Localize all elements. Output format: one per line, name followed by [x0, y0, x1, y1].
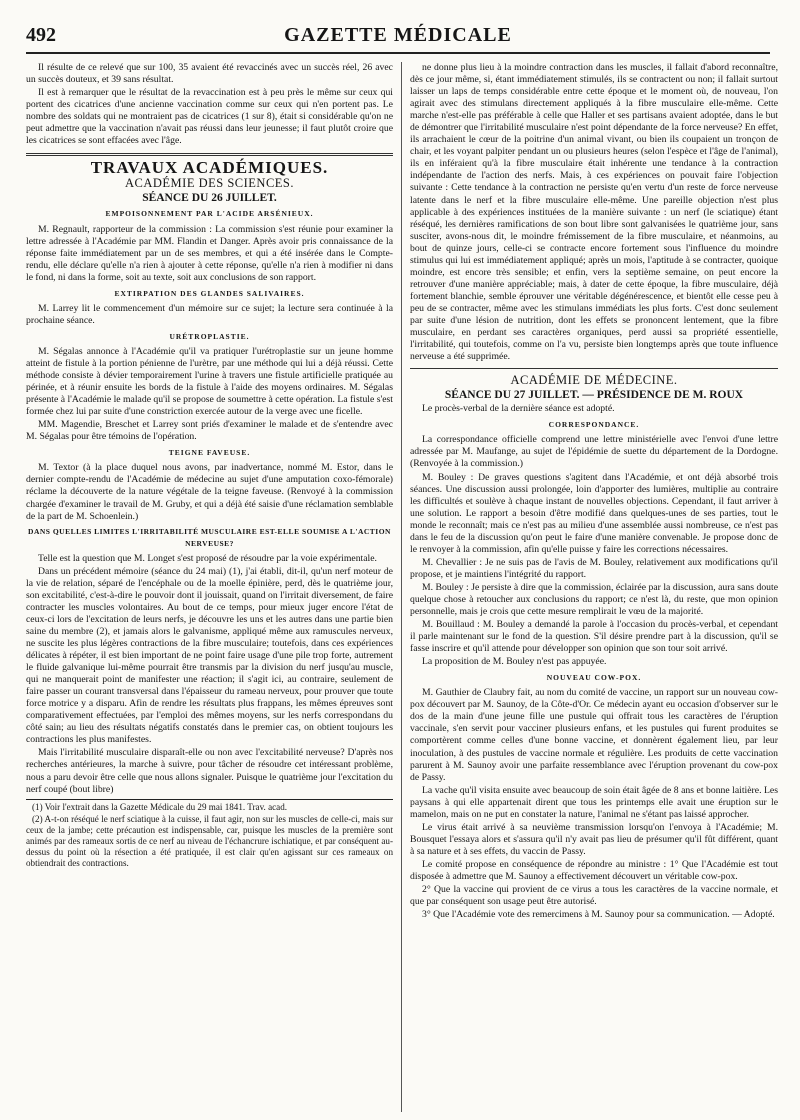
paragraph: M. Bouley : De graves questions s'agitent dans l'Académie, et ont déjà absorbé trois séances. Une discussion aussi prolongée, loin d'apporter des lumières, multiplie au contraire les difficultés et soulève à chaque instant de nouvelles objections. Cependant, il faut arriver à une solution. Le rapport a besoin d'être modifié dans quelques-unes de ses parties, tout le monde le reconnaît; mais ce n'est pas au milieu d'une assemblée aussi nombreuse, ce n'est pas dans le feu de la discussion qu'on peut le faire d'une manière convenable. Je propose donc de le renvoyer à la commission, afin qu'elle puisse y faire les corrections nécessaires. [410, 471, 778, 555]
item-title: EMPOISONNEMENT PAR L'ACIDE ARSÉNIEUX. [105, 209, 314, 219]
section-divider [410, 368, 778, 369]
item-title: TEIGNE FAVEUSE. [168, 448, 251, 458]
left-column [26, 62, 393, 870]
paragraph: Il résulte de ce relevé que sur 100, 35 avaient été revaccinés avec un succès réel, 26 avec un succès douteux, et 39 sans résultat. [26, 62, 393, 86]
paragraph: Le comité propose en conséquence de répondre au ministre : 1° Que l'Académie est tout disposée à admettre que M. Saunoy a effectivement découvert un véritable cow-pox. [410, 858, 778, 882]
paragraph: Le virus était arrivé à sa neuvième transmission lorsqu'on l'envoya à l'Académie; M. Bousquet l'essaya alors et s'assura qu'il n'y avait pas lieu de présumer qu'il fût différent, quant à sa nature et à ses effets, du vaccin de Passy. [410, 821, 778, 857]
paragraph: La correspondance officielle comprend une lettre ministérielle avec l'envoi d'une lettre adressée par M. Maufange, au sujet de l'épidémie de suette du département de la Dordogne. (Renvoyée à la commission.) [410, 434, 778, 470]
session-title: SÉANCE DU 26 JUILLET. [142, 192, 277, 205]
section-divider [26, 153, 393, 156]
item-title: NOUVEAU COW-POX. [546, 673, 642, 683]
page-number: 492 [26, 24, 56, 46]
paragraph: Le procès-verbal de la dernière séance est adopté. [422, 403, 615, 415]
paragraph: M. Ségalas annonce à l'Académie qu'il va pratiquer l'urétroplastie sur un jeune homme atteint de fistule à la portion pénienne de l'urètre, par une méthode qui lui a déjà réussi. Cette méthode consiste à dévier temporairement l'urine à travers une fistule artificielle pratiquée au périnée, et à réunir ensuite les bords de la fistule à l'aide des moyens ordinaires. M. Ségalas présente à l'Académie le malade qu'il se propose de soumettre à cette opération. La fistule s'est formée chez lui par suite d'une constriction exercée autour de la verge avec une ficelle. [26, 345, 393, 418]
paragraph: M. Bouley : Je persiste à dire que la commission, éclairée par la discussion, aura sans doute quelque chose à retoucher aux conclusions du rapport; ce n'est là, du reste, que mon opinion personnelle, mais je crois que cette mesure remplirait le vœu de la majorité. [410, 581, 778, 618]
item-title: DANS QUELLES LIMITES L'IRRITABILITÉ MUSCULAIRE EST-ELLE SOUMISE A L'ACTION NERVEUSE? [28, 526, 391, 548]
footnote: (2) A-t-on réséqué le nerf sciatique à la cuisse, il faut agir, non sur les muscles de celle-ci, mais sur ceux de la jambe; cette précaution est indispensable, car, puisque les muscles de la première sont animés par des rameaux sortis de ce nerf au niveau de l'échancrure ischiatique, et par conséquent au-dessus du point où la résection a été pratiquée, il est clair qu'en agissant sur ces rameaux on obtiendrait des contractions. [26, 813, 393, 868]
paragraph: 3° Que l'Académie vote des remercimens à M. Saunoy pour sa communication. — Adopté. [422, 909, 775, 921]
paragraph: Mais l'irritabilité musculaire disparaît-elle ou non avec l'excitabilité nerveuse? D'après nos recherches antérieures, la marche à suivre, pour tâcher de résoudre cet intéressant problème, nous a paru devoir être celle que nous allons signaler. Puisque le quatrième jour l'excitation du nerf coupé (bout libre) [26, 747, 393, 795]
paragraph: M. Textor (à la place duquel nous avons, par inadvertance, nommé M. Estor, dans le dernier compte-rendu de l'Académie de médecine au sujet d'une amputation coxo-fémorale) réclame la découverte de la nature végétale de la teigne faveuse. (Renvoyé à la commission chargée d'examiner le travail de M. Gruby, et qui a déjà été saisie d'une réclamation semblable de la part de M. Schoenlein.) [26, 462, 393, 522]
journal-title: GAZETTE MÉDICALE [284, 24, 512, 46]
right-column [410, 62, 778, 922]
paragraph: M. Chevallier : Je ne suis pas de l'avis de M. Bouley, relativement aux modifications qu'il propose, et je maintiens l'intégrité du rapport. [410, 556, 778, 580]
paragraph: M. Gauthier de Claubry fait, au nom du comité de vaccine, un rapport sur un nouveau cow-pox découvert par M. Saunoy, de la Côte-d'Or. Ce médecin ayant eu occasion d'observer sur le dos de la main d'une jeune fille une pustule qui offrait tous les caractères de l'éruption vaccinale, s'en servit pour vacciner plusieurs enfans, et les pustules qui furent produites se comportèrent comme celles d'une bonne vaccine, et donnèrent également lieu, par leur inoculation, à des pustules de vaccine normale et régulière. Les produits de cette vaccination parurent à M. Saunoy avoir une parfaite ressemblance avec l'éruption provenant du cow-pox de Passy. [410, 687, 778, 783]
academy-title: ACADÉMIE DE MÉDECINE. [510, 373, 678, 388]
paragraph: M. Bouillaud : M. Bouley a demandé la parole à l'occasion du procès-verbal, et cependant il parle maintenant sur le fond de la question. S'il désire prendre part à la discussion, qu'il se fasse inscrire et qu'il attende pour développer son opinion que son tour soit arrivé. [410, 619, 778, 655]
paragraph: MM. Magendie, Breschet et Larrey sont priés d'examiner le malade et de s'entendre avec M. Ségalas pour être témoins de l'opération. [26, 419, 393, 443]
item-title: EXTIRPATION DES GLANDES SALIVAIRES. [114, 288, 305, 298]
item-title: URÉTROPLASTIE. [169, 331, 250, 341]
page-header [26, 20, 770, 54]
paragraph: M. Regnault, rapporteur de la commission : La commission s'est réunie pour examiner la lettre adressée à l'Académie par MM. Flandin et Danger. Après avoir pris connaissance de la réponse faite immédiatement par un de ses membres, et qui a été insérée dans le Compte-rendu, elle déclare qu'elle n'a rien à ajouter à cette réponse, qu'elle n'a rien à modifier ni dans le fond, ni dans la forme, soit au texte, soit aux conclusions de son rapport. [26, 223, 393, 283]
paragraph: Dans un précédent mémoire (séance du 24 mai) (1), j'ai établi, dit-il, qu'un nerf moteur de la vie de relation, séparé de l'encéphale ou de la moelle épinière, perd, dès le quatrième jour, son excitabilité, c'est-à-dire le pouvoir dont il jouissait, quand on l'irritait diversement, de faire contracter les muscles volontaires. Au bout de ce temps, pour mieux juger encore l'état de ceux-ci lors de l'excitation de leurs nerfs, je découvre les uns et les autres dans une partie bien saine du membre (2), et jamais alors le galvanisme, appliqué même aux ramuscules nerveux, ne suscite les plus légères contractions de la fibre musculaire; toutefois, dans ces expériences délicates à répéter, il est bien important de ne point faire usage d'une pile trop forte, autrement le fluide galvanique lui-même pourrait être transmis par la division du nerf jusqu'au muscle, qui ne manquerait point de manifester une réaction; il s'agit ici, au contraire, seulement de faire passer un courant transversal dans l'épaisseur du rameau nerveux, pour prouver que toute force motrice y a disparu. Afin de rendre les résultats plus frappans, les mêmes épreuves sont comparativement effectuées, par l'emploi des mêmes moyens, sur les nerfs correspondans du côté sain; au lieu des résultats négatifs constatés dans le premier cas, on obtient toujours les contractions les plus manifestes. [26, 565, 393, 746]
footnotes [26, 799, 393, 869]
intro-text [26, 62, 393, 147]
item-title: CORRESPONDANCE. [548, 420, 640, 430]
session-title: SÉANCE DU 27 JUILLET. — PRÉSIDENCE DE M. ROUX [444, 389, 744, 402]
paragraph: Telle est la question que M. Longet s'est proposé de résoudre par la voie expérimentale. [38, 552, 377, 564]
footnote: (1) Voir l'extrait dans la Gazette Médicale du 29 mai 1841. Trav. acad. [32, 801, 288, 812]
paragraph: Il est à remarquer que le résultat de la revaccination est à peu près le même sur ceux qui portent des cicatrices d'une ancienne vaccination comme sur ceux qui n'en portent pas. Le nombre des soldats qui ne montraient pas de cicatrices (1 sur 8), était si considérable qu'on ne peut admettre que la vaccination n'avait pas réussi dans leur jeunesse; il faut plutôt croire que les cicatrices se sont effacées avec l'âge. [26, 87, 393, 147]
section-title: TRAVAUX ACADÉMIQUES. [90, 158, 329, 178]
academy-title: ACADÉMIE DES SCIENCES. [125, 176, 294, 191]
paragraph: M. Larrey lit le commencement d'un mémoire sur ce sujet; la lecture sera continuée à la prochaine séance. [26, 302, 393, 326]
paragraph: La vache qu'il visita ensuite avec beaucoup de soin était âgée de 8 ans et bonne laitière. Les paysans à qui elle appartenait dirent que tous les printemps elle avait une éruption sur le mamelon, mais on ne put en constater la nature, l'animal ne s'étant pas laissé approcher. [410, 784, 778, 820]
paragraph: ne donne plus lieu à la moindre contraction dans les muscles, il fallait d'abord reconnaître, dès ce jour même, si, étant immédiatement stimulés, ils se contractent ou non; il fallait surtout laisser un laps de temps considérable entre cette époque et le moment où, de nouveau, l'on agirait avec des stimulans directement appliqués à la fibre musculaire elle-même. Cette marche n'est-elle pas préférable à celle que Haller et ses partisans avaient adoptée, dans le but de démontrer que l'irritabilité musculaire n'est point dépendante de la force nerveuse? En effet, ils arrachaient le cœur de la poitrine d'un animal vivant, ou bien ils coupaient un tronçon de chair, et les voyant palpiter pendant un ou plusieurs heures (selon l'espèce et l'âge de l'animal), ils en inféraient qu'à la fibre musculaire était inhérente une tendance à la contraction indépendante de l'action des nerfs. Mais, à ces expériences on pouvait faire l'objection suivante : Cette tendance à la contraction ne persiste qu'en vertu d'un reste de force nerveuse latente dans le nerf et la fibre musculaire elle-même. Une pareille objection n'est plus applicable à des expériences instituées de la manière suivante : un nerf (le sciatique) étant réséqué, les dernières ramifications de son bout libre sont galvanisées le quatrième jour, sans susciter, avons-nous dit, le moindre frémissement de la fibre musculaire, et néanmoins, au bout de quinze jours, celle-ci se contracte encore fortement sous l'influence du moindre stimulus qui lui est immédiatement appliqué; après un mois, l'aptitude à se contracter, quoique moindre, est encore très sensible; et enfin, vers la septième semaine, on peut encore la retrouver d'une manière appréciable; mais, à dater de cette époque, la fibre musculaire, déjà fortement blanchie, semble éprouver une véritable dégénérescence, et bientôt elle cesse peu à peu de se contracter, même avec les stimulans immédiats les plus forts. C'est donc seulement par suite d'une lésion de nutrition, dont les effets se prononcent lentement, que la fibre musculaire, en perdant ses caractères organiques, perd aussi sa propriété essentielle, l'irritabilité, qui toutefois, comme on l'a vu, persiste bien longtemps après que toute influence nerveuse a été supprimée. [410, 62, 778, 363]
paragraph: 2° Que la vaccine qui provient de ce virus a tous les caractères de la vaccine normale, et que par conséquent son usage peut être autorisé. [410, 884, 778, 908]
paragraph: La proposition de M. Bouley n'est pas appuyée. [422, 656, 607, 668]
column-divider [401, 62, 402, 1112]
